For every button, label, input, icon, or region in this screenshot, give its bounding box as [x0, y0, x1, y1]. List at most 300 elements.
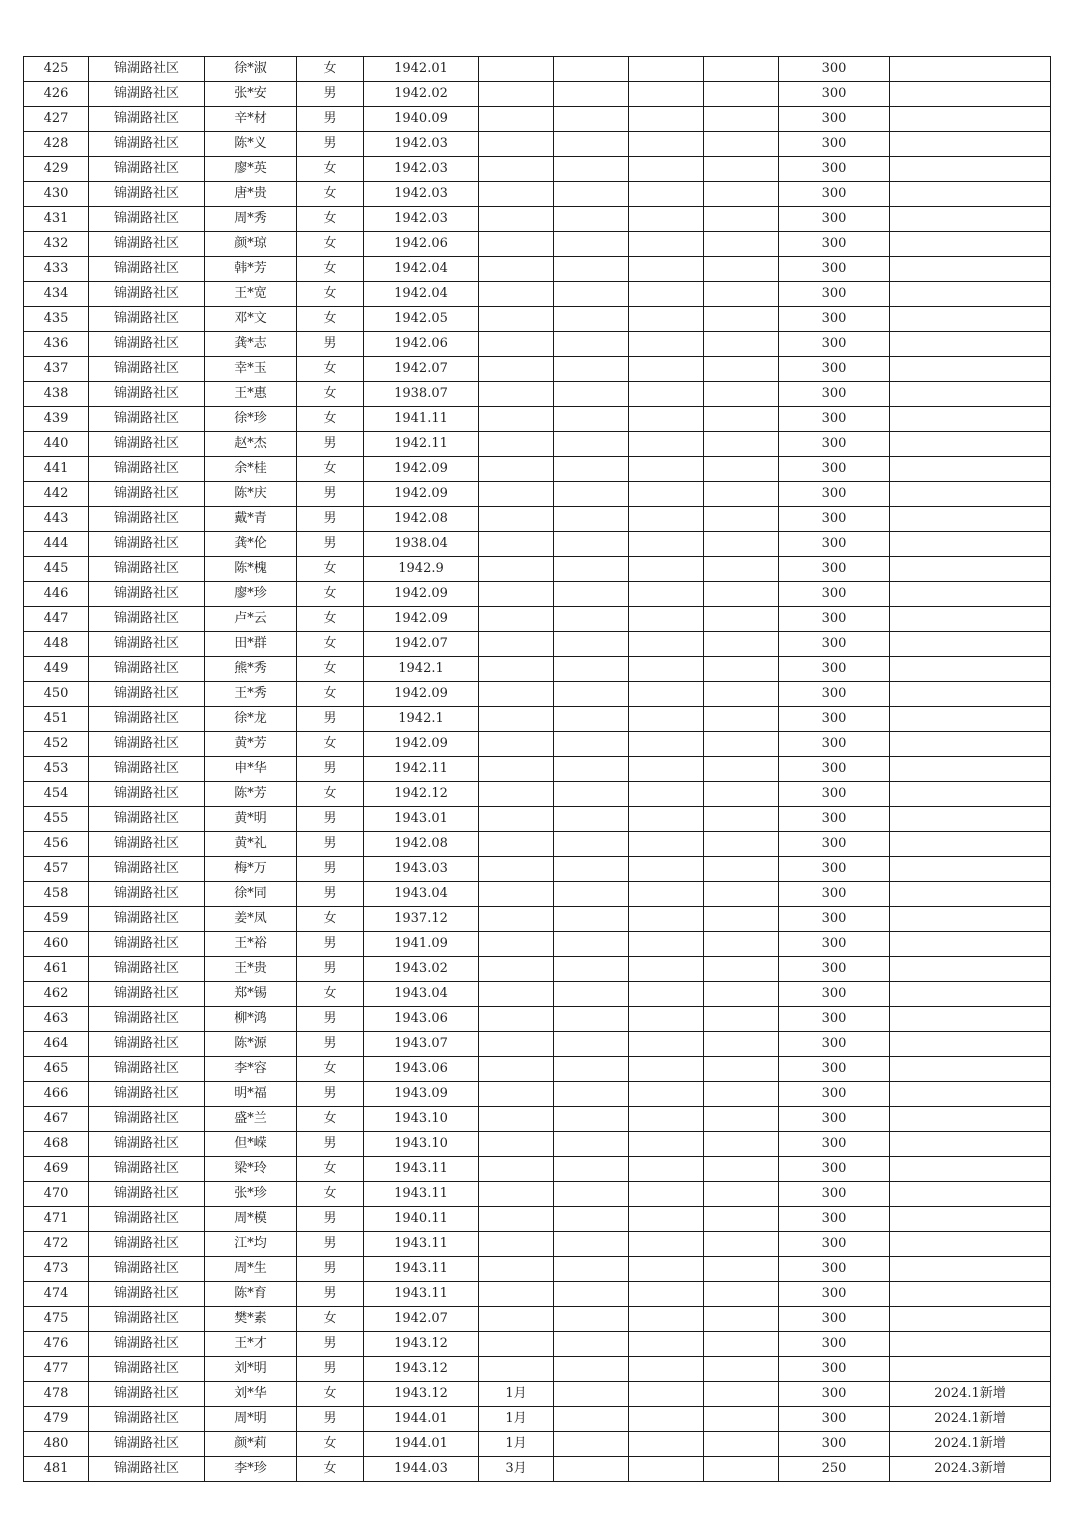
cell-col-9: [704, 1332, 779, 1357]
cell-community: 锦湖路社区: [89, 782, 205, 807]
cell-name: 江*均: [205, 1232, 297, 1257]
cell-remark: [890, 382, 1051, 407]
cell-community: 锦湖路社区: [89, 882, 205, 907]
cell-col-9: [704, 1182, 779, 1207]
table-row: [24, 532, 1051, 557]
cell-col-7: [554, 82, 629, 107]
cell-row-number: 441: [24, 457, 89, 482]
cell-community: 锦湖路社区: [89, 907, 205, 932]
cell-remark: [890, 857, 1051, 882]
cell-start-month: [479, 432, 554, 457]
cell-col-9: [704, 1207, 779, 1232]
cell-birth-date: 1942.12: [364, 782, 479, 807]
cell-amount: 300: [779, 607, 890, 632]
cell-start-month: [479, 732, 554, 757]
cell-col-7: [554, 332, 629, 357]
cell-col-8: [629, 1457, 704, 1482]
cell-amount: 300: [779, 1207, 890, 1232]
cell-name: 张*安: [205, 82, 297, 107]
cell-col-8: [629, 1057, 704, 1082]
cell-row-number: 443: [24, 507, 89, 532]
cell-amount: 300: [779, 307, 890, 332]
cell-start-month: [479, 207, 554, 232]
cell-col-7: [554, 257, 629, 282]
cell-col-9: [704, 382, 779, 407]
cell-amount: 300: [779, 332, 890, 357]
cell-birth-date: 1942.04: [364, 257, 479, 282]
table-row: [24, 707, 1051, 732]
table-row: [24, 107, 1051, 132]
cell-name: 盛*兰: [205, 1107, 297, 1132]
cell-col-8: [629, 882, 704, 907]
cell-col-9: [704, 507, 779, 532]
cell-col-7: [554, 107, 629, 132]
cell-start-month: [479, 1207, 554, 1232]
cell-birth-date: 1943.11: [364, 1257, 479, 1282]
cell-birth-date: 1942.01: [364, 57, 479, 82]
table-row: [24, 257, 1051, 282]
cell-col-7: [554, 557, 629, 582]
cell-start-month: [479, 257, 554, 282]
cell-col-7: [554, 307, 629, 332]
cell-remark: [890, 1057, 1051, 1082]
cell-amount: 300: [779, 1007, 890, 1032]
cell-col-8: [629, 757, 704, 782]
cell-name: 黄*芳: [205, 732, 297, 757]
cell-row-number: 437: [24, 357, 89, 382]
cell-gender: 男: [297, 1007, 364, 1032]
cell-community: 锦湖路社区: [89, 1007, 205, 1032]
cell-gender: 女: [297, 632, 364, 657]
cell-amount: 300: [779, 782, 890, 807]
cell-col-9: [704, 832, 779, 857]
cell-birth-date: 1943.11: [364, 1232, 479, 1257]
cell-start-month: [479, 907, 554, 932]
cell-row-number: 444: [24, 532, 89, 557]
cell-col-8: [629, 382, 704, 407]
cell-gender: 男: [297, 1282, 364, 1307]
cell-col-9: [704, 782, 779, 807]
cell-col-7: [554, 757, 629, 782]
cell-amount: 300: [779, 1132, 890, 1157]
cell-amount: 300: [779, 382, 890, 407]
cell-gender: 男: [297, 957, 364, 982]
cell-gender: 男: [297, 1132, 364, 1157]
cell-amount: 250: [779, 1457, 890, 1482]
cell-name: 余*桂: [205, 457, 297, 482]
cell-name: 陈*庆: [205, 482, 297, 507]
cell-name: 李*珍: [205, 1457, 297, 1482]
table-row: [24, 682, 1051, 707]
cell-name: 王*贵: [205, 957, 297, 982]
data-table: [23, 56, 1051, 1482]
cell-community: 锦湖路社区: [89, 157, 205, 182]
cell-col-7: [554, 732, 629, 757]
cell-remark: 2024.1新增: [890, 1382, 1051, 1407]
cell-remark: [890, 632, 1051, 657]
table-row: [24, 607, 1051, 632]
cell-col-9: [704, 482, 779, 507]
cell-name: 熊*秀: [205, 657, 297, 682]
cell-row-number: 468: [24, 1132, 89, 1157]
cell-start-month: [479, 482, 554, 507]
cell-col-9: [704, 207, 779, 232]
cell-gender: 男: [297, 482, 364, 507]
cell-row-number: 458: [24, 882, 89, 907]
cell-remark: [890, 1307, 1051, 1332]
cell-name: 颜*莉: [205, 1432, 297, 1457]
cell-remark: [890, 332, 1051, 357]
cell-start-month: 1月: [479, 1432, 554, 1457]
cell-start-month: [479, 1132, 554, 1157]
cell-col-8: [629, 132, 704, 157]
cell-remark: 2024.1新增: [890, 1407, 1051, 1432]
cell-remark: [890, 607, 1051, 632]
cell-remark: [890, 507, 1051, 532]
cell-birth-date: 1943.01: [364, 807, 479, 832]
cell-col-8: [629, 682, 704, 707]
table-row: [24, 457, 1051, 482]
cell-col-9: [704, 232, 779, 257]
cell-remark: [890, 1082, 1051, 1107]
cell-amount: 300: [779, 1107, 890, 1132]
cell-remark: [890, 257, 1051, 282]
cell-col-7: [554, 1007, 629, 1032]
cell-start-month: [479, 1232, 554, 1257]
cell-gender: 女: [297, 682, 364, 707]
table-row: [24, 1357, 1051, 1382]
cell-gender: 女: [297, 207, 364, 232]
cell-row-number: 440: [24, 432, 89, 457]
cell-col-7: [554, 1182, 629, 1207]
cell-gender: 女: [297, 157, 364, 182]
cell-start-month: [479, 182, 554, 207]
cell-gender: 女: [297, 232, 364, 257]
cell-col-8: [629, 1157, 704, 1182]
cell-name: 申*华: [205, 757, 297, 782]
table-row: [24, 982, 1051, 1007]
cell-gender: 男: [297, 332, 364, 357]
cell-start-month: [479, 782, 554, 807]
cell-col-7: [554, 1082, 629, 1107]
table-row: [24, 807, 1051, 832]
cell-community: 锦湖路社区: [89, 357, 205, 382]
cell-start-month: [479, 57, 554, 82]
cell-row-number: 455: [24, 807, 89, 832]
cell-col-9: [704, 457, 779, 482]
table-row: [24, 632, 1051, 657]
cell-amount: 300: [779, 557, 890, 582]
cell-community: 锦湖路社区: [89, 482, 205, 507]
cell-birth-date: 1940.11: [364, 1207, 479, 1232]
cell-col-9: [704, 1232, 779, 1257]
cell-birth-date: 1942.09: [364, 732, 479, 757]
cell-name: 王*秀: [205, 682, 297, 707]
cell-remark: [890, 357, 1051, 382]
cell-start-month: [479, 1182, 554, 1207]
cell-gender: 女: [297, 182, 364, 207]
cell-start-month: [479, 582, 554, 607]
cell-community: 锦湖路社区: [89, 132, 205, 157]
cell-start-month: [479, 1057, 554, 1082]
cell-remark: [890, 557, 1051, 582]
cell-col-8: [629, 707, 704, 732]
cell-col-7: [554, 407, 629, 432]
cell-birth-date: 1942.1: [364, 707, 479, 732]
cell-col-9: [704, 432, 779, 457]
cell-gender: 女: [297, 1182, 364, 1207]
cell-col-7: [554, 582, 629, 607]
cell-name: 徐*同: [205, 882, 297, 907]
cell-start-month: [479, 357, 554, 382]
cell-amount: 300: [779, 132, 890, 157]
cell-birth-date: 1943.02: [364, 957, 479, 982]
cell-remark: [890, 432, 1051, 457]
cell-col-9: [704, 657, 779, 682]
cell-row-number: 472: [24, 1232, 89, 1257]
cell-remark: [890, 157, 1051, 182]
cell-gender: 女: [297, 782, 364, 807]
cell-community: 锦湖路社区: [89, 332, 205, 357]
cell-name: 周*模: [205, 1207, 297, 1232]
cell-amount: 300: [779, 207, 890, 232]
cell-birth-date: 1942.04: [364, 282, 479, 307]
cell-birth-date: 1938.04: [364, 532, 479, 557]
cell-col-7: [554, 1057, 629, 1082]
cell-col-8: [629, 807, 704, 832]
cell-birth-date: 1942.09: [364, 482, 479, 507]
table-row: [24, 232, 1051, 257]
cell-start-month: [479, 857, 554, 882]
cell-row-number: 466: [24, 1082, 89, 1107]
cell-col-7: [554, 232, 629, 257]
table-row: [24, 782, 1051, 807]
cell-amount: 300: [779, 232, 890, 257]
table-row: [24, 1282, 1051, 1307]
cell-col-9: [704, 357, 779, 382]
table-row: [24, 1157, 1051, 1182]
cell-row-number: 475: [24, 1307, 89, 1332]
cell-birth-date: 1942.11: [364, 757, 479, 782]
cell-amount: 300: [779, 857, 890, 882]
cell-name: 韩*芳: [205, 257, 297, 282]
cell-birth-date: 1943.11: [364, 1182, 479, 1207]
cell-col-7: [554, 382, 629, 407]
cell-col-8: [629, 357, 704, 382]
cell-gender: 男: [297, 932, 364, 957]
cell-col-8: [629, 982, 704, 1007]
cell-start-month: [479, 657, 554, 682]
cell-remark: [890, 1232, 1051, 1257]
cell-col-9: [704, 732, 779, 757]
cell-col-7: [554, 807, 629, 832]
cell-gender: 男: [297, 1082, 364, 1107]
cell-col-9: [704, 1307, 779, 1332]
cell-col-8: [629, 1132, 704, 1157]
cell-remark: [890, 707, 1051, 732]
cell-col-9: [704, 1282, 779, 1307]
table-row: [24, 832, 1051, 857]
table-row: [24, 157, 1051, 182]
cell-col-7: [554, 132, 629, 157]
cell-start-month: [479, 757, 554, 782]
cell-birth-date: 1942.09: [364, 682, 479, 707]
table-row: [24, 382, 1051, 407]
cell-birth-date: 1944.03: [364, 1457, 479, 1482]
cell-gender: 男: [297, 82, 364, 107]
table-row: [24, 482, 1051, 507]
cell-name: 龚*志: [205, 332, 297, 357]
cell-row-number: 442: [24, 482, 89, 507]
cell-row-number: 457: [24, 857, 89, 882]
cell-remark: [890, 957, 1051, 982]
cell-amount: 300: [779, 1057, 890, 1082]
cell-row-number: 464: [24, 1032, 89, 1057]
table-row: [24, 132, 1051, 157]
cell-col-7: [554, 707, 629, 732]
cell-amount: 300: [779, 1082, 890, 1107]
cell-community: 锦湖路社区: [89, 407, 205, 432]
cell-start-month: [479, 532, 554, 557]
cell-gender: 男: [297, 807, 364, 832]
cell-row-number: 476: [24, 1332, 89, 1357]
cell-community: 锦湖路社区: [89, 1207, 205, 1232]
cell-amount: 300: [779, 157, 890, 182]
cell-col-9: [704, 1432, 779, 1457]
table-row: [24, 1432, 1051, 1457]
cell-amount: 300: [779, 757, 890, 782]
cell-name: 陈*芳: [205, 782, 297, 807]
cell-gender: 女: [297, 357, 364, 382]
cell-gender: 女: [297, 907, 364, 932]
cell-col-9: [704, 707, 779, 732]
cell-name: 柳*鸿: [205, 1007, 297, 1032]
cell-start-month: [479, 507, 554, 532]
cell-birth-date: 1942.06: [364, 232, 479, 257]
cell-col-8: [629, 257, 704, 282]
table-row: [24, 1057, 1051, 1082]
cell-col-9: [704, 957, 779, 982]
table-row: [24, 307, 1051, 332]
cell-row-number: 473: [24, 1257, 89, 1282]
cell-remark: [890, 732, 1051, 757]
table-row: [24, 557, 1051, 582]
cell-birth-date: 1944.01: [364, 1407, 479, 1432]
cell-col-8: [629, 1407, 704, 1432]
cell-col-8: [629, 1082, 704, 1107]
cell-row-number: 481: [24, 1457, 89, 1482]
cell-birth-date: 1943.12: [364, 1357, 479, 1382]
cell-col-8: [629, 307, 704, 332]
cell-col-8: [629, 432, 704, 457]
cell-amount: 300: [779, 407, 890, 432]
cell-community: 锦湖路社区: [89, 1382, 205, 1407]
cell-row-number: 438: [24, 382, 89, 407]
table-row: [24, 857, 1051, 882]
cell-name: 周*明: [205, 1407, 297, 1432]
cell-col-9: [704, 1082, 779, 1107]
cell-row-number: 450: [24, 682, 89, 707]
cell-row-number: 445: [24, 557, 89, 582]
cell-col-9: [704, 1457, 779, 1482]
cell-start-month: [479, 82, 554, 107]
cell-remark: [890, 1157, 1051, 1182]
cell-name: 陈*槐: [205, 557, 297, 582]
cell-community: 锦湖路社区: [89, 107, 205, 132]
cell-community: 锦湖路社区: [89, 1257, 205, 1282]
cell-remark: [890, 882, 1051, 907]
cell-gender: 男: [297, 757, 364, 782]
cell-community: 锦湖路社区: [89, 282, 205, 307]
cell-gender: 女: [297, 582, 364, 607]
cell-row-number: 426: [24, 82, 89, 107]
table-row: [24, 907, 1051, 932]
cell-amount: 300: [779, 982, 890, 1007]
cell-col-8: [629, 457, 704, 482]
table-row: [24, 1107, 1051, 1132]
cell-birth-date: 1942.07: [364, 1307, 479, 1332]
cell-gender: 女: [297, 1457, 364, 1482]
cell-start-month: [479, 1082, 554, 1107]
cell-birth-date: 1943.10: [364, 1132, 479, 1157]
cell-row-number: 471: [24, 1207, 89, 1232]
cell-remark: [890, 407, 1051, 432]
cell-col-8: [629, 332, 704, 357]
cell-name: 梁*玲: [205, 1157, 297, 1182]
cell-row-number: 446: [24, 582, 89, 607]
cell-birth-date: 1941.11: [364, 407, 479, 432]
cell-col-9: [704, 1107, 779, 1132]
cell-col-8: [629, 407, 704, 432]
cell-col-7: [554, 57, 629, 82]
cell-name: 梅*万: [205, 857, 297, 882]
cell-community: 锦湖路社区: [89, 82, 205, 107]
cell-gender: 女: [297, 1107, 364, 1132]
table-row: [24, 1232, 1051, 1257]
cell-col-8: [629, 1357, 704, 1382]
cell-col-7: [554, 1407, 629, 1432]
cell-start-month: [479, 882, 554, 907]
cell-amount: 300: [779, 707, 890, 732]
cell-start-month: 1月: [479, 1382, 554, 1407]
cell-community: 锦湖路社区: [89, 557, 205, 582]
cell-row-number: 453: [24, 757, 89, 782]
cell-row-number: 477: [24, 1357, 89, 1382]
cell-col-8: [629, 1007, 704, 1032]
cell-remark: [890, 907, 1051, 932]
cell-birth-date: 1943.12: [364, 1332, 479, 1357]
cell-col-8: [629, 1182, 704, 1207]
cell-remark: [890, 282, 1051, 307]
cell-start-month: [479, 632, 554, 657]
cell-remark: [890, 182, 1051, 207]
cell-amount: 300: [779, 57, 890, 82]
table-row: [24, 1082, 1051, 1107]
cell-remark: [890, 1132, 1051, 1157]
cell-name: 颜*琼: [205, 232, 297, 257]
cell-amount: 300: [779, 1307, 890, 1332]
cell-name: 刘*华: [205, 1382, 297, 1407]
cell-col-9: [704, 757, 779, 782]
cell-gender: 男: [297, 1232, 364, 1257]
cell-amount: 300: [779, 732, 890, 757]
cell-row-number: 462: [24, 982, 89, 1007]
cell-community: 锦湖路社区: [89, 1132, 205, 1157]
cell-community: 锦湖路社区: [89, 207, 205, 232]
cell-start-month: [479, 707, 554, 732]
cell-row-number: 434: [24, 282, 89, 307]
cell-birth-date: 1938.07: [364, 382, 479, 407]
